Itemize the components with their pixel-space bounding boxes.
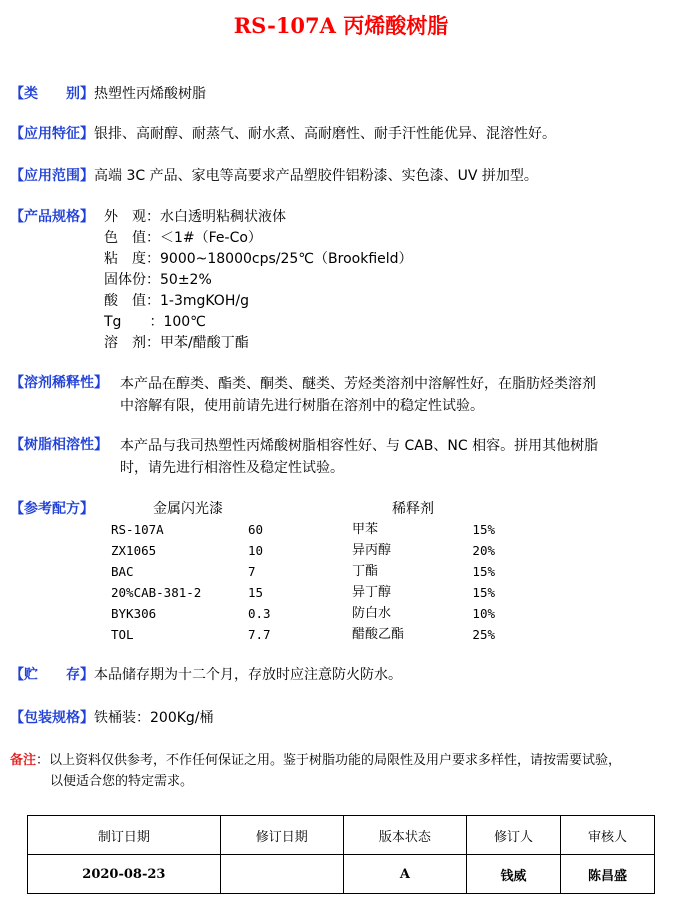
packing-label: 【包装规格】 [10, 710, 94, 726]
formula-left-value: 15 [248, 585, 264, 600]
note-line: ：以上资料仅供参考，不作任何保证之用。鉴于树脂功能的局限性及用户要求多样性，请按需要试验， [36, 753, 622, 768]
storage-text: 本品储存期为十二个月，存放时应注意防火防水。 [94, 667, 402, 683]
compat-line: 时，请先进行相溶性及稳定性试验。 [120, 460, 344, 476]
formula-right-name: 防白水 [352, 606, 392, 621]
scope-label: 【应用范围】 [10, 168, 94, 184]
header-revised-date: 修订日期 [220, 816, 343, 855]
formula-section [10, 499, 94, 520]
formula-right-name: 醋酸乙酯 [352, 627, 405, 642]
formula-left-name: RS-107A [111, 522, 164, 537]
header-version: 版本状态 [343, 816, 466, 855]
compat-line: 本产品与我司热塑性丙烯酸树脂相容性好、与 CAB、NC 相容。拼用其他树脂 [120, 438, 599, 454]
compat-text [120, 435, 670, 479]
formula-left-value: 7.7 [248, 627, 271, 642]
spec-line: 溶 剂：甲苯/醋酸丁酯 [104, 335, 249, 351]
scope-text: 高端 3C 产品、家电等高要求产品塑胶件铝粉漆、实色漆、UV 拼加型。 [94, 168, 538, 184]
storage-label: 【贮 存】 [10, 667, 94, 683]
formula-left-value: 10 [248, 543, 264, 558]
solvent-line: 中溶解有限，使用前请先进行树脂在溶剂中的稳定性试验。 [120, 398, 484, 414]
value-reviser: 钱威 [466, 855, 560, 894]
spec-line: Tg ：100℃ [104, 314, 206, 330]
formula-left-value: 7 [248, 564, 256, 579]
value-revised-date [220, 855, 343, 894]
category-label: 【类 别】 [10, 86, 94, 102]
features-section [10, 124, 556, 145]
header-created-date: 制订日期 [28, 816, 221, 855]
solvent-section [10, 373, 108, 394]
solvent-text [120, 373, 670, 417]
formula-right-value: 15% [472, 564, 495, 579]
features-text: 银排、高耐醇、耐蒸气、耐水煮、高耐磨性、耐手汗性能优异、混溶性好。 [94, 126, 556, 142]
formula-left-name: 20%CAB-381-2 [111, 585, 202, 600]
revision-value-row [28, 855, 655, 894]
formula-left-name: BYK306 [111, 606, 157, 621]
packing-text: 铁桶装：200Kg/桶 [94, 710, 214, 726]
note-line: 以便适合您的特定需求。 [50, 774, 194, 789]
formula-left-name: TOL [111, 627, 134, 642]
formula-right-name: 异丁醇 [352, 585, 392, 600]
formula-left-value: 60 [248, 522, 264, 537]
formula-right-name: 甲苯 [352, 522, 379, 537]
formula-right-header: 稀释剂 [392, 501, 434, 517]
spec-line: 酸 值：1-3mgKOH/g [104, 293, 249, 309]
solvent-label: 【溶剂稀释性】 [10, 375, 108, 391]
formula-left-name: ZX1065 [111, 543, 157, 558]
packing-section [10, 708, 214, 729]
revision-table [27, 815, 655, 894]
revision-header-row [28, 816, 655, 855]
document-title: RS-107A 丙烯酸树脂 [233, 13, 449, 38]
formula-left-name: BAC [111, 564, 134, 579]
spec-label: 【产品规格】 [10, 209, 94, 225]
compat-label: 【树脂相溶性】 [10, 437, 108, 453]
spec-line: 固体份：50±2% [104, 272, 212, 288]
features-label: 【应用特征】 [10, 126, 94, 142]
formula-right-name: 丁酯 [352, 564, 379, 579]
formula-label: 【参考配方】 [10, 501, 94, 517]
value-approver: 陈昌盛 [560, 855, 654, 894]
solvent-line: 本产品在醇类、酯类、酮类、醚类、芳烃类溶剂中溶解性好，在脂肪烃类溶剂 [120, 376, 596, 392]
formula-right-name: 异丙醇 [352, 543, 392, 558]
formula-right-value: 15% [472, 585, 495, 600]
formula-left-header: 金属闪光漆 [153, 501, 223, 517]
value-version: A [343, 855, 466, 894]
compat-section [10, 435, 108, 456]
formula-right-value: 15% [472, 522, 495, 537]
formula-right-value: 20% [472, 543, 495, 558]
category-text: 热塑性丙烯酸树脂 [94, 86, 206, 102]
spec-line: 外 观：水白透明粘稠状液体 [104, 209, 286, 225]
header-approver: 审核人 [560, 816, 654, 855]
note-section [10, 750, 670, 792]
category-section [10, 84, 206, 105]
scope-section [10, 166, 538, 187]
spec-line: 粘 度：9000~18000cps/25℃（Brookfield） [104, 251, 413, 267]
formula-right-value: 10% [472, 606, 495, 621]
note-label: 备注 [10, 753, 37, 768]
storage-section [10, 665, 402, 686]
formula-left-value: 0.3 [248, 606, 271, 621]
value-created-date: 2020-08-23 [28, 855, 221, 894]
header-reviser: 修订人 [466, 816, 560, 855]
spec-line: 色 值：＜1#（Fe-Co） [104, 230, 262, 246]
formula-right-value: 25% [472, 627, 495, 642]
spec-section [10, 207, 94, 228]
